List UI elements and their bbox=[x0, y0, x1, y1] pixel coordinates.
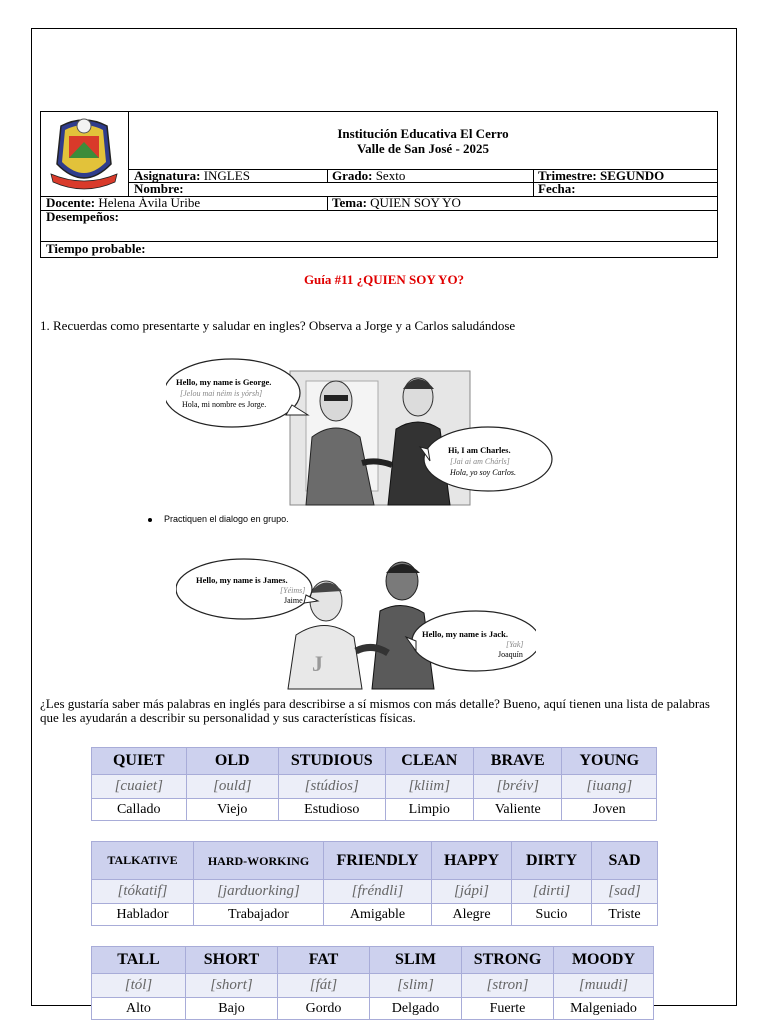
guide-title: Guía #11 ¿QUIEN SOY YO? bbox=[303, 272, 465, 287]
vocab-word: SLIM bbox=[370, 947, 462, 974]
vocab-table-3 bbox=[91, 946, 654, 1020]
vocab-translation: Triste bbox=[592, 904, 658, 926]
vocab-pronunciation: [ould] bbox=[186, 775, 278, 799]
vocab-pronunciation: [slim] bbox=[370, 974, 462, 998]
school-crest-icon bbox=[41, 112, 127, 194]
vocab-table-1 bbox=[91, 747, 657, 821]
vocab-pronunciation: [cuaiet] bbox=[92, 775, 187, 799]
vocab-pronunciation: [tól] bbox=[92, 974, 186, 998]
vocab-word: DIRTY bbox=[512, 842, 592, 880]
vocab-word: STRONG bbox=[462, 947, 554, 974]
dialog1-right-pron: [Jai ai am Chárls] bbox=[450, 457, 510, 466]
term-field: Trimestre: SEGUNDO bbox=[538, 168, 665, 183]
grade-field: Grado: Sexto bbox=[332, 168, 406, 183]
performance-field: Desempeños: bbox=[46, 209, 119, 224]
subject-field: Asignatura: INGLES bbox=[134, 168, 250, 183]
vocab-word: TALL bbox=[92, 947, 186, 974]
vocab-word: YOUNG bbox=[562, 748, 657, 775]
vocab-word: SHORT bbox=[186, 947, 278, 974]
name-field: Nombre: bbox=[134, 181, 184, 196]
teacher-field: Docente: Helena Ávila Uribe bbox=[46, 195, 201, 210]
vocab-pronunciation: [fréndli] bbox=[324, 880, 432, 904]
dialog2-right-pron: [Yak] bbox=[506, 640, 524, 649]
vocab-word: STUDIOUS bbox=[278, 748, 385, 775]
vocab-translation: Limpio bbox=[385, 799, 473, 821]
dialog2-left-es: Jaime bbox=[284, 596, 303, 605]
vocab-word: SAD bbox=[592, 842, 658, 880]
header-table bbox=[40, 111, 718, 258]
dialog1-right-en: Hi, I am Charles. bbox=[448, 445, 511, 455]
vocab-pronunciation: [short] bbox=[186, 974, 278, 998]
vocab-pronunciation: [kliim] bbox=[385, 775, 473, 799]
vocab-translation: Fuerte bbox=[462, 998, 554, 1020]
greeting-illustration-1 bbox=[166, 355, 558, 507]
vocab-translation: Viejo bbox=[186, 799, 278, 821]
practice-bullet: Practiquen el dialogo en grupo. bbox=[148, 514, 289, 524]
vocab-word: BRAVE bbox=[474, 748, 562, 775]
institution-title bbox=[129, 112, 717, 170]
dialog2-left-en: Hello, my name is James. bbox=[196, 575, 288, 585]
vocab-word: HARD-WORKING bbox=[194, 842, 324, 880]
vocab-word: OLD bbox=[186, 748, 278, 775]
dialog1-left-en: Hello, my name is George. bbox=[176, 377, 272, 387]
school-logo-cell bbox=[41, 112, 129, 196]
vocab-word: FRIENDLY bbox=[324, 842, 432, 880]
vocab-translation: Delgado bbox=[370, 998, 462, 1020]
greeting-illustration-2 bbox=[176, 555, 536, 691]
vocab-pronunciation: [jarduorking] bbox=[194, 880, 324, 904]
vocab-word: FAT bbox=[278, 947, 370, 974]
vocab-translation: Hablador bbox=[92, 904, 194, 926]
vocab-translation: Callado bbox=[92, 799, 187, 821]
vocab-pronunciation: [stron] bbox=[462, 974, 554, 998]
vocab-word: TALKATIVE bbox=[92, 842, 194, 880]
vocab-translation: Estudioso bbox=[278, 799, 385, 821]
vocab-translation: Joven bbox=[562, 799, 657, 821]
vocab-translation: Malgeniado bbox=[554, 998, 654, 1020]
svg-text:J: J bbox=[312, 651, 323, 676]
dialog2-right-en: Hello, my name is Jack. bbox=[422, 629, 508, 639]
vocab-translation: Gordo bbox=[278, 998, 370, 1020]
vocab-translation: Valiente bbox=[474, 799, 562, 821]
vocab-pronunciation: [iuang] bbox=[562, 775, 657, 799]
location-year: Valle de San José - 2025 bbox=[356, 141, 490, 156]
vocab-pronunciation: [sad] bbox=[592, 880, 658, 904]
vocab-pronunciation: [dirti] bbox=[512, 880, 592, 904]
dialog1-left-pron: [Jelou mai néim is yórsh] bbox=[180, 389, 263, 398]
vocab-translation: Bajo bbox=[186, 998, 278, 1020]
vocab-pronunciation: [tókatif] bbox=[92, 880, 194, 904]
vocab-translation: Alto bbox=[92, 998, 186, 1020]
vocab-word: QUIET bbox=[92, 748, 187, 775]
dialog2-right-es: Joaquín bbox=[498, 650, 523, 659]
vocab-pronunciation: [stúdios] bbox=[278, 775, 385, 799]
dialog2-left-pron: [Yéims] bbox=[280, 586, 306, 595]
vocab-translation: Amigable bbox=[324, 904, 432, 926]
vocab-word: MOODY bbox=[554, 947, 654, 974]
vocab-pronunciation: [bréiv] bbox=[474, 775, 562, 799]
dialog1-right-es: Hola, yo soy Carlos. bbox=[450, 468, 516, 477]
time-field: Tiempo probable: bbox=[46, 241, 146, 256]
vocab-word: CLEAN bbox=[385, 748, 473, 775]
vocab-translation: Alegre bbox=[432, 904, 512, 926]
institution-name: Institución Educativa El Cerro bbox=[337, 126, 509, 141]
dialog1-left-es: Hola, mi nombre es Jorge. bbox=[182, 400, 267, 409]
vocab-pronunciation: [jápi] bbox=[432, 880, 512, 904]
vocab-word: HAPPY bbox=[432, 842, 512, 880]
vocab-translation: Sucio bbox=[512, 904, 592, 926]
question-1: 1. Recuerdas como presentarte y saludar en ingles? Observa a Jorge y a Carlos saludándose bbox=[40, 318, 516, 333]
vocab-table-2 bbox=[91, 841, 658, 926]
vocab-pronunciation: [fát] bbox=[278, 974, 370, 998]
date-field: Fecha: bbox=[538, 181, 576, 196]
topic-field: Tema: QUIEN SOY YO bbox=[332, 195, 461, 210]
vocab-pronunciation: [muudi] bbox=[554, 974, 654, 998]
vocab-translation: Trabajador bbox=[194, 904, 324, 926]
intro-paragraph: ¿Les gustaría saber más palabras en inglés para describirse a sí mismos con más detalle? Bueno, aquí tienen una lista de palabras que les ayudarán a describir su personalidad y sus características físicas. bbox=[40, 696, 710, 725]
